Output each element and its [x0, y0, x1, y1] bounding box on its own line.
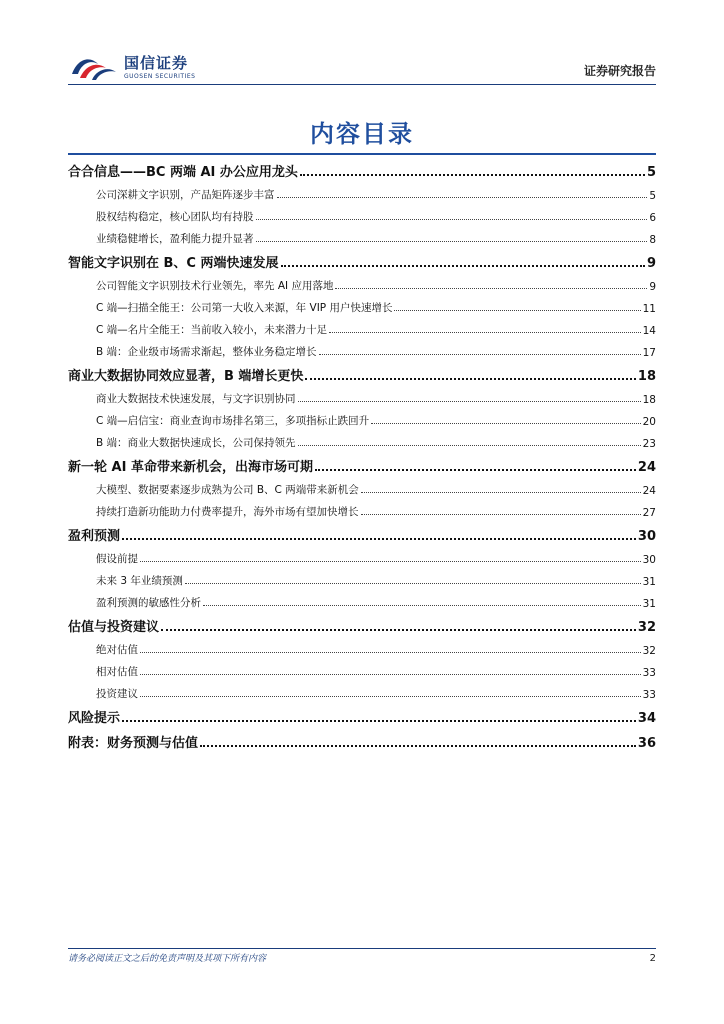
toc-subsection-entry[interactable] [68, 544, 656, 566]
toc-entry-page: 18 [637, 369, 656, 384]
toc-subsection-entry[interactable] [68, 566, 656, 588]
toc-entry-page: 5 [649, 190, 656, 202]
header-divider [68, 84, 656, 85]
dot-leader [300, 174, 645, 176]
toc-section-entry[interactable] [68, 519, 656, 544]
toc-entry-label: 绝对估值 [96, 644, 138, 656]
dot-leader [203, 605, 641, 606]
toc-entry-page: 33 [642, 667, 656, 679]
toc-title: 内容目录 [310, 120, 414, 148]
toc-subsection-entry[interactable] [68, 497, 656, 519]
toc-entry-label: 风险提示 [68, 711, 121, 726]
toc-entry-page: 27 [642, 507, 656, 519]
dot-leader [298, 445, 641, 446]
toc-entry-page: 20 [642, 416, 656, 428]
dot-leader [305, 378, 635, 380]
toc-subsection-entry[interactable] [68, 657, 656, 679]
dot-leader [281, 265, 645, 267]
toc-subsection-entry[interactable] [68, 224, 656, 246]
toc-entry-label: 盈利预测的敏感性分析 [96, 597, 201, 609]
dot-leader [256, 219, 648, 220]
toc-section-entry[interactable] [68, 246, 656, 271]
dot-leader [277, 197, 648, 198]
toc-entry-label: 股权结构稳定，核心团队均有持股 [96, 211, 254, 223]
toc-entry-page: 18 [642, 394, 656, 406]
toc-entry-label: 持续打造新功能助力付费率提升，海外市场有望加快增长 [96, 506, 359, 518]
company-logo [68, 52, 195, 84]
toc-entry-page: 30 [637, 529, 656, 544]
dot-leader [335, 288, 647, 289]
toc-subsection-entry[interactable] [68, 384, 656, 406]
dot-leader [122, 720, 636, 722]
logo-chinese-name: 国信证券 [124, 54, 189, 72]
dot-leader [315, 469, 636, 471]
dot-leader [256, 241, 648, 242]
logo-english-name: GUOSEN SECURITIES [124, 73, 196, 80]
toc-subsection-entry[interactable] [68, 271, 656, 293]
table-of-contents [68, 155, 656, 751]
toc-subsection-entry[interactable] [68, 180, 656, 202]
toc-subsection-entry[interactable] [68, 315, 656, 337]
toc-entry-page: 9 [649, 281, 656, 293]
toc-entry-page: 32 [642, 645, 656, 657]
toc-subsection-entry[interactable] [68, 679, 656, 701]
toc-entry-page: 5 [646, 165, 656, 180]
toc-entry-label: 未来 3 年业绩预测 [96, 575, 183, 587]
toc-entry-page: 8 [649, 234, 656, 246]
toc-section-entry[interactable] [68, 726, 656, 751]
toc-entry-page: 31 [642, 576, 656, 588]
dot-leader [394, 310, 640, 311]
toc-entry-page: 24 [637, 460, 656, 475]
toc-entry-label: C 端—扫描全能王：公司第一大收入来源，年 VIP 用户快速增长 [96, 302, 393, 314]
toc-entry-page: 31 [642, 598, 656, 610]
toc-subsection-entry[interactable] [68, 475, 656, 497]
toc-entry-page: 17 [642, 347, 656, 359]
dot-leader [122, 538, 636, 540]
toc-entry-label: 投资建议 [96, 688, 138, 700]
toc-section-entry[interactable] [68, 610, 656, 635]
report-type-label: 证券研究报告 [583, 64, 656, 78]
dot-leader [140, 674, 641, 675]
disclaimer-note: 请务必阅读正文之后的免责声明及其项下所有内容 [68, 954, 267, 964]
dot-leader [185, 583, 641, 584]
toc-entry-label: B 端：企业级市场需求渐起，整体业务稳定增长 [96, 346, 317, 358]
page-header [68, 50, 656, 86]
dot-leader [140, 561, 641, 562]
dot-leader [161, 629, 636, 631]
dot-leader [361, 492, 641, 493]
dot-leader [361, 514, 641, 515]
toc-subsection-entry[interactable] [68, 406, 656, 428]
toc-entry-label: 商业大数据协同效应显著，B 端增长更快 [68, 369, 304, 384]
toc-section-entry[interactable] [68, 450, 656, 475]
toc-entry-label: 智能文字识别在 B、C 两端快速发展 [68, 256, 279, 271]
toc-entry-page: 30 [642, 554, 656, 566]
toc-entry-label: 估值与投资建议 [68, 620, 160, 635]
toc-entry-page: 34 [637, 711, 656, 726]
toc-entry-label: 商业大数据技术快速发展，与文字识别协同 [96, 393, 296, 405]
toc-entry-label: 大模型、数据要素逐步成熟为公司 B、C 两端带来新机会 [96, 484, 359, 496]
toc-entry-label: 附表：财务预测与估值 [68, 736, 199, 751]
toc-entry-label: 公司智能文字识别技术行业领先，率先 AI 应用落地 [96, 280, 334, 292]
page-number: 2 [649, 953, 656, 964]
toc-entry-label: 业绩稳健增长，盈利能力提升显著 [96, 233, 254, 245]
toc-entry-label: B 端：商业大数据快速成长，公司保持领先 [96, 437, 296, 449]
toc-subsection-entry[interactable] [68, 337, 656, 359]
toc-entry-page: 24 [642, 485, 656, 497]
toc-entry-page: 36 [637, 736, 656, 751]
toc-subsection-entry[interactable] [68, 293, 656, 315]
toc-subsection-entry[interactable] [68, 202, 656, 224]
toc-subsection-entry[interactable] [68, 635, 656, 657]
guosen-logo-icon [68, 52, 120, 84]
toc-entry-page: 6 [649, 212, 656, 224]
toc-section-entry[interactable] [68, 359, 656, 384]
toc-entry-label: 新一轮 AI 革命带来新机会，出海市场可期 [68, 460, 313, 475]
toc-subsection-entry[interactable] [68, 428, 656, 450]
toc-entry-label: 盈利预测 [68, 529, 121, 544]
toc-entry-page: 11 [642, 303, 656, 315]
dot-leader [298, 401, 641, 402]
footer-divider [68, 948, 656, 949]
toc-entry-label: C 端—名片全能王：当前收入较小，未来潜力十足 [96, 324, 328, 336]
toc-entry-page: 23 [642, 438, 656, 450]
dot-leader [329, 332, 640, 333]
toc-entry-label: 公司深耕文字识别，产品矩阵逐步丰富 [96, 189, 275, 201]
toc-section-entry[interactable] [68, 155, 656, 180]
dot-leader [319, 354, 641, 355]
dot-leader [371, 423, 640, 424]
dot-leader [140, 652, 641, 653]
dot-leader [200, 745, 636, 747]
toc-entry-label: C 端—启信宝：商业查询市场排名第三，多项指标止跌回升 [96, 415, 370, 427]
toc-entry-label: 假设前提 [96, 553, 138, 565]
toc-section-entry[interactable] [68, 701, 656, 726]
toc-subsection-entry[interactable] [68, 588, 656, 610]
toc-entry-label: 合合信息——BC 两端 AI 办公应用龙头 [68, 165, 298, 180]
toc-entry-page: 9 [646, 256, 656, 271]
toc-entry-label: 相对估值 [96, 666, 138, 678]
toc-entry-page: 32 [637, 620, 656, 635]
toc-entry-page: 14 [642, 325, 656, 337]
toc-entry-page: 33 [642, 689, 656, 701]
dot-leader [140, 696, 641, 697]
